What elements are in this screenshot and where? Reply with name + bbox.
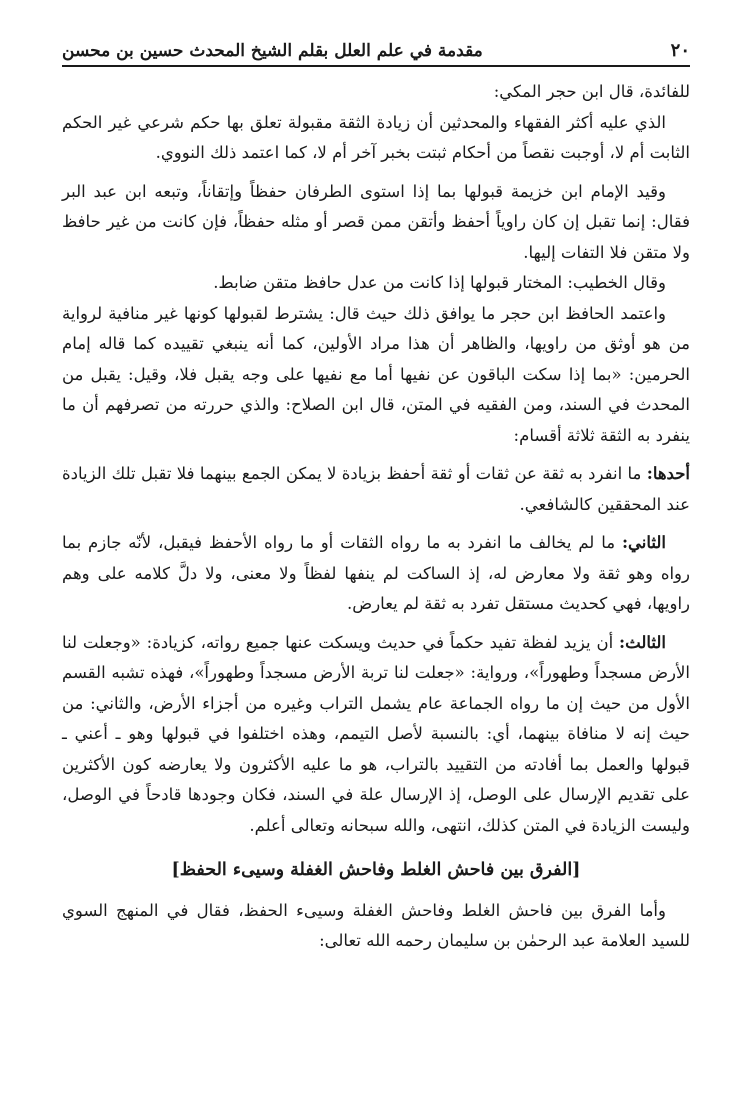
section-heading: [الفرق بين فاحش الغلط وفاحش الغفلة وسيىء الحفظ]	[171, 860, 581, 880]
paragraph-nawawi: الذي عليه أكثر الفقهاء والمحدثين أن زيادة الثقة مقبولة تعلق بها حكم شرعي غير الحكم الثابت أم لا، أوجبت نقصاً من أحكام ثبتت بخبر آخر أم لا، كما اعتمد ذلك النووي.	[62, 112, 690, 162]
page-number: ٢٠	[670, 40, 690, 61]
paragraph-ibn-hajar: واعتمد الحافظ ابن حجر ما يوافق ذلك حيث قال: يشترط لقبولها كونها غير منافية لرواية من هو أوثق من راويها، والظاهر أن هذا مراد الأولين، كما أنه ينبغي تقييده كما قاله إمام الحرمين: «بما إذا سكت الباقون عن نفيها أما مع نفيها على وجه يقبل فلا، وقيل: يقبل من المحدث في السند، ومن الفقيه في المتن، قال ابن الصلاح: والذي حررته من تصرفهم أن ما ينفرد به الثقة ثلاثة أقسام:	[62, 303, 690, 445]
body-text	[62, 77, 690, 957]
section-third	[62, 628, 690, 842]
paragraph-ibn-khuzayma: وقيد الإمام ابن خزيمة قبولها بما إذا استوى الطرفان حفظاً وإتقاناً، وتبعه ابن عبد البر فقال: إنما تقبل إن كان راوياً أحفظ وأتقن ممن قصر أو مثله حفظاً، فإن كانت من غير حافظ ولا متقن فلا التفات إليها.	[62, 181, 690, 262]
section-third-text: أن يزيد لفظة تفيد حكماً في حديث ويسكت عنها جميع رواته، كزيادة: «وجعلت لنا الأرض مسجداً وطهوراً»، ورواية: «جعلت لنا تربة الأرض مسجداً وطهوراً»، فهذه تشبه القسم الأول من حيث إن ما رواه الجماعة عام يشمل التراب وغيره من أجزاء الأرض، والثاني: من حيث إنه لا منافاة بينهما، أي: بالنسبة لأصل التيمم، وهذه اختلفوا في قبولها وهو ـ أعني ـ قبولها والعمل بما أفادته من التقييد بالتراب، هو ما عليه الأكثرون ولا يعارضه كون الأكثرين على تقديم الإرسال على الوصل، إذ الإرسال علة في السند، فكان وجودها قادحاً في الوصل، وليست الزيادة في المتن كذلك، انتهى، والله سبحانه وتعالى أعلم.	[62, 632, 690, 835]
paragraph-khatib: وقال الخطيب: المختار قبولها إذا كانت من عدل حافظ متقن ضابط.	[213, 273, 666, 292]
closing-paragraph: وأما الفرق بين فاحش الغلط وفاحش الغفلة وسيىء الحفظ، فقال في المنهج السوي للسيد العلامة عبد الرحمٰن بن سليمان رحمه الله تعالى:	[62, 900, 690, 950]
section-second-label: الثاني:	[621, 533, 666, 552]
section-third-label: الثالث:	[619, 632, 666, 652]
running-header	[62, 40, 690, 67]
section-first	[62, 459, 690, 520]
intro-line: للفائدة، قال ابن حجر المكي:	[493, 82, 690, 101]
section-second	[62, 528, 690, 620]
document-page	[62, 40, 690, 957]
section-first-label: أحدها:	[646, 464, 690, 483]
header-title: مقدمة في علم العلل بقلم الشيخ المحدث حسين بن محسن	[62, 41, 483, 61]
section-first-text: ما انفرد به ثقة عن ثقات أو ثقة أحفظ بزيادة لا يمكن الجمع بينهما فلا تقبل تلك الزيادة عند المحققين كالشافعي.	[62, 464, 690, 514]
section-second-text: ما لم يخالف ما انفرد به ما رواه الثقات أو ما رواه الأحفظ فيقبل، لأنّه جازم بما رواه وهو ثقة ولا معارض له، إذ الساكت لم ينفها لفظاً ولا معنى، ولا دلَّ كلامه على وهم راويها، فهي كحديث مستقل تفرد به ثقة لم يعارض.	[62, 533, 690, 613]
